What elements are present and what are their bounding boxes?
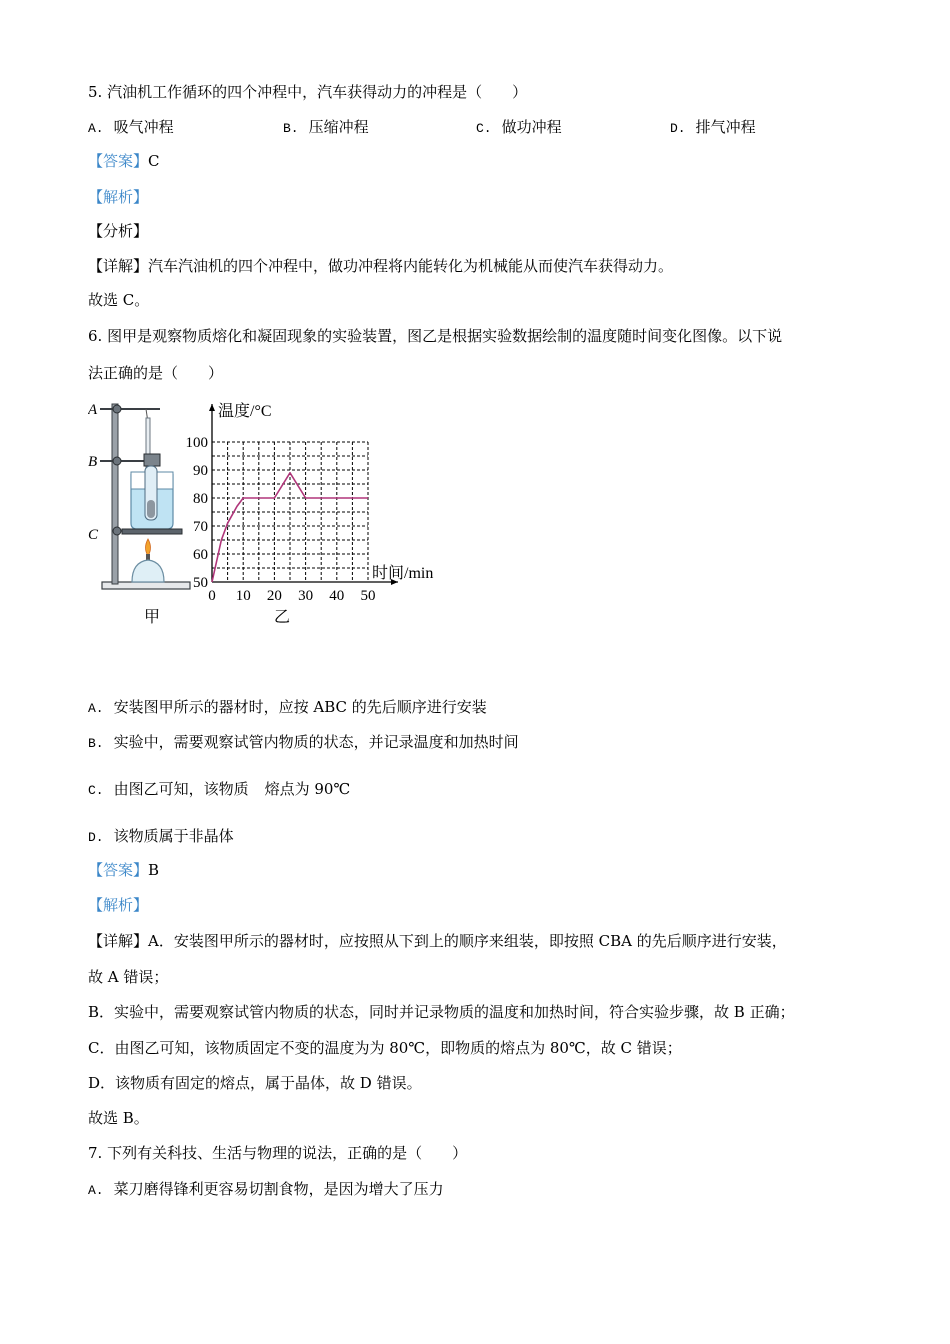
q5-option-a <box>88 117 174 139</box>
q6-option-c <box>88 779 350 801</box>
q5-conclusion: 故选 C。 <box>88 291 150 309</box>
detail-tag: 【详解】 <box>88 932 149 950</box>
y-tick-label: 90 <box>193 463 208 479</box>
y-tick-label: 100 <box>185 435 208 451</box>
apparatus-label-b: B <box>88 454 98 470</box>
y-axis-label: 温度/°C <box>218 403 272 420</box>
x-tick-label: 10 <box>235 588 251 604</box>
temperature-time-chart <box>186 402 434 604</box>
option-key: B. <box>88 736 104 751</box>
option-text: 菜刀磨得锋利更容易切割食物，是因为增大了压力 <box>113 1180 444 1198</box>
q6-detail-d: D．该物质有固定的熔点，属于晶体，故 D 错误。 <box>88 1074 422 1092</box>
apparatus-label-a: A <box>88 402 98 418</box>
q5-option-b <box>283 117 369 139</box>
q6-option-d <box>88 826 234 848</box>
detail-text: A．安装图甲所示的器材时，应按照从下到上的顺序来组装，即按照 CBA 的先后顺序进行安装， <box>148 932 787 950</box>
y-tick-label: 50 <box>193 575 208 591</box>
q5-option-d <box>670 117 756 139</box>
option-text: 做功冲程 <box>501 118 562 136</box>
option-text: 该物质属于非晶体 <box>113 827 234 845</box>
detail-tag: 【详解】 <box>88 257 149 275</box>
q6-stem-line2: 法正确的是（ ） <box>88 364 224 382</box>
q6-option-b <box>88 732 519 754</box>
answer-tag: 【答案】 <box>88 861 149 879</box>
q5-fenxi-tag: 【分析】 <box>88 222 149 240</box>
y-axis-arrow <box>209 404 215 411</box>
q6-figure <box>88 396 468 636</box>
q6-detail-line2: 故 A 错误； <box>88 968 169 986</box>
y-tick-label: 70 <box>193 519 208 535</box>
apparatus-label-c: C <box>88 527 99 543</box>
figure-caption-left: 甲 <box>144 609 161 626</box>
x-tick-label: 20 <box>266 588 282 604</box>
option-text: 吸气冲程 <box>113 118 174 136</box>
option-text: 压缩冲程 <box>308 118 369 136</box>
option-text: 排气冲程 <box>695 118 756 136</box>
q6-detail-line1 <box>88 931 787 951</box>
apparatus-illustration <box>88 402 190 626</box>
q7-option-a <box>88 1179 444 1201</box>
x-tick-label: 40 <box>329 588 345 604</box>
option-key: A. <box>88 1183 104 1198</box>
answer-value: C <box>148 152 160 170</box>
answer-tag: 【答案】 <box>88 152 149 170</box>
q6-analysis-tag: 【解析】 <box>88 896 149 914</box>
option-text-b: 熔点为 90℃ <box>264 780 351 798</box>
option-text: 安装图甲所示的器材时，应按 ABC 的先后顺序进行安装 <box>113 698 487 716</box>
q6-stem-line1: 6. 图甲是观察物质熔化和凝固现象的实验装置，图乙是根据实验数据绘制的温度随时间变化图像。以下说 <box>88 327 783 345</box>
option-key: A. <box>88 121 104 136</box>
q5-answer <box>88 151 160 171</box>
option-key: C. <box>476 121 492 136</box>
x-tick-label: 0 <box>208 588 216 604</box>
option-text: 实验中，需要观察试管内物质的状态，并记录温度和加热时间 <box>113 733 519 751</box>
option-key: A. <box>88 701 104 716</box>
y-tick-label: 80 <box>193 491 208 507</box>
q6-conclusion: 故选 B。 <box>88 1109 149 1127</box>
option-key: B. <box>283 121 299 136</box>
option-key: C. <box>88 783 104 798</box>
q5-analysis-tag: 【解析】 <box>88 188 149 206</box>
q6-option-a <box>88 697 487 719</box>
option-text-a: 由图乙可知，该物质 <box>113 780 249 798</box>
option-key: D. <box>670 121 686 136</box>
figure-caption-right: 乙 <box>274 609 291 626</box>
q5-stem: 5. 汽油机工作循环的四个冲程中，汽车获得动力的冲程是（ ） <box>88 83 528 101</box>
x-tick-label: 30 <box>298 588 314 604</box>
q6-answer <box>88 860 159 880</box>
x-axis-label: 时间/min <box>372 565 434 582</box>
option-key: D. <box>88 830 104 845</box>
x-tick-label: 50 <box>360 588 376 604</box>
answer-value: B <box>148 861 160 879</box>
q6-detail-c: C．由图乙可知，该物质固定不变的温度为为 80℃，即物质的熔点为 80℃，故 C 错误； <box>88 1039 682 1057</box>
q6-detail-b: B．实验中，需要观察试管内物质的状态，同时并记录物质的温度和加热时间，符合实验步骤，故 B 正确； <box>88 1003 795 1021</box>
y-tick-label: 60 <box>193 547 208 563</box>
q5-detail <box>88 256 673 276</box>
detail-text: 汽车汽油机的四个冲程中，做功冲程将内能转化为机械能从而使汽车获得动力。 <box>148 257 674 275</box>
q5-option-c <box>476 117 562 139</box>
q7-stem: 7. 下列有关科技、生活与物理的说法，正确的是（ ） <box>88 1144 468 1162</box>
